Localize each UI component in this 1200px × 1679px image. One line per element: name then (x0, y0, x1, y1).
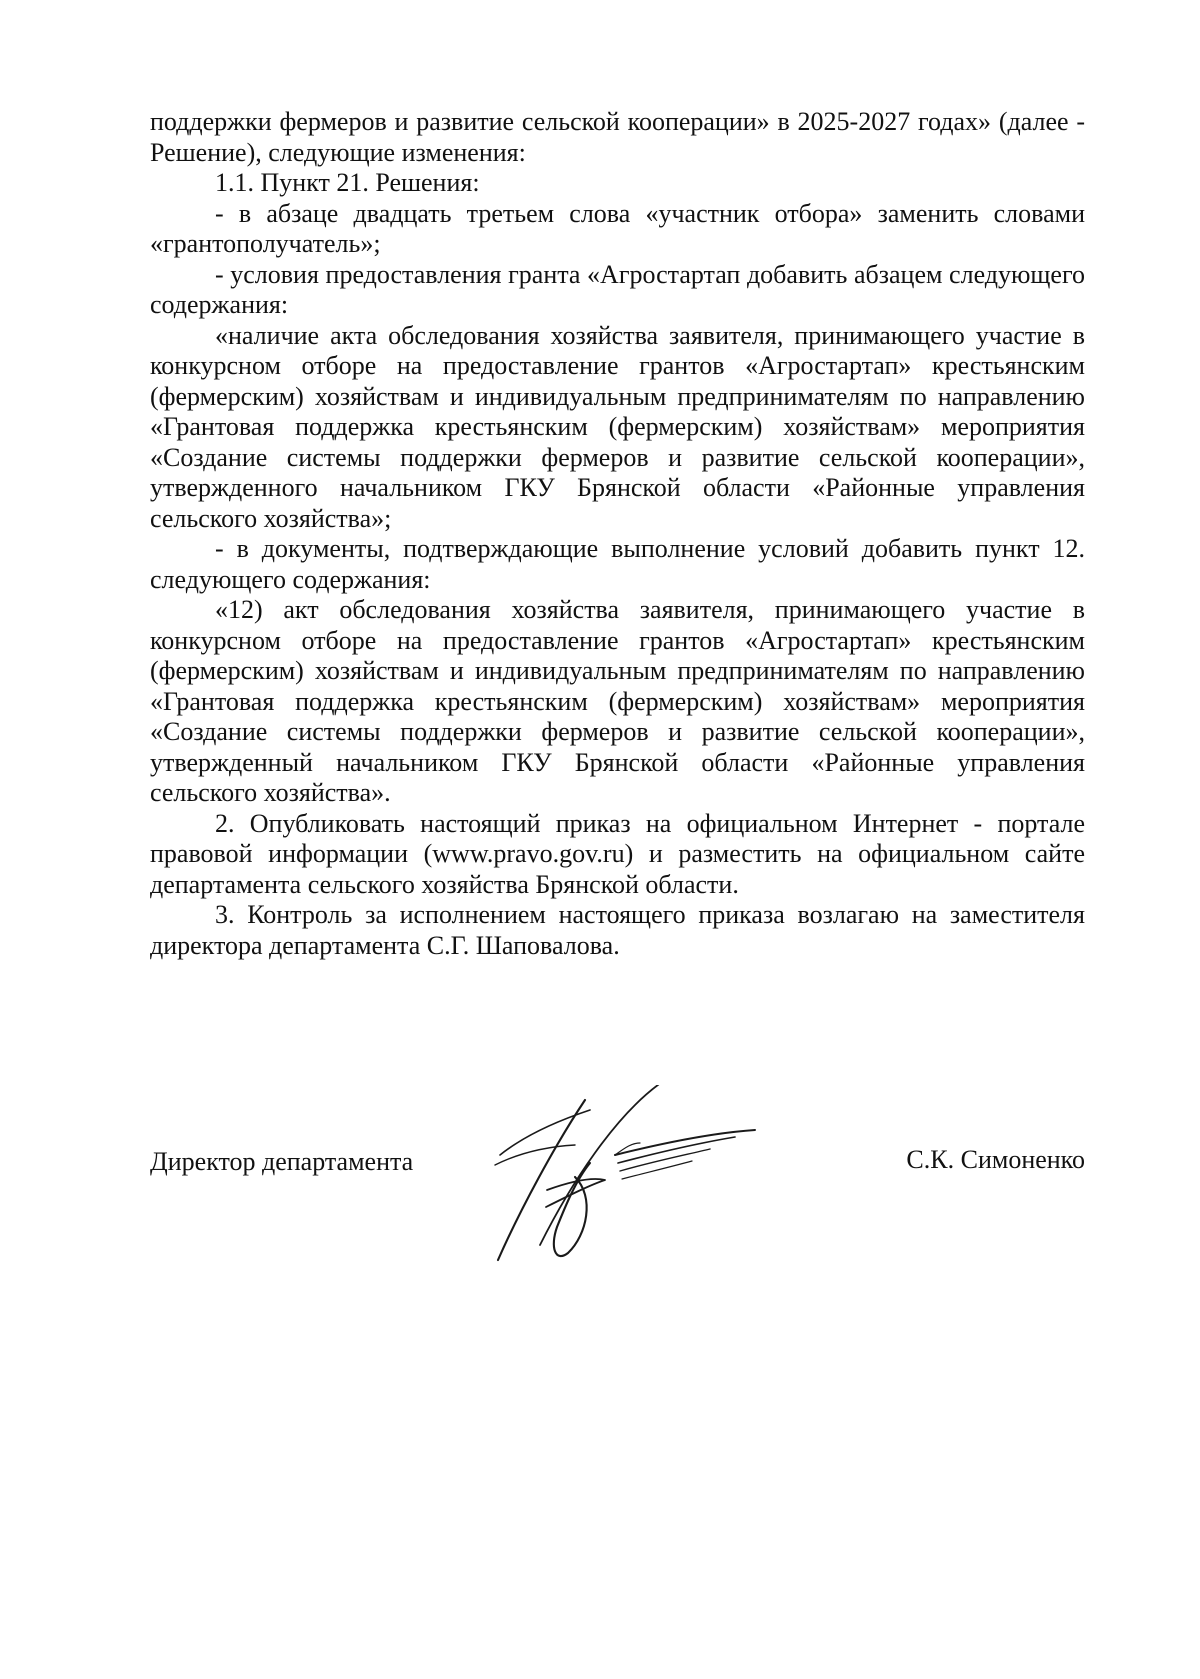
signatory-title: Директор департамента (150, 1147, 414, 1176)
paragraph-intro-continuation: поддержки фермеров и развитие сельской кооперации» в 2025-2027 годах» (далее - Решение), следующие изменения: (150, 107, 1085, 167)
signature-block (150, 1085, 1085, 1285)
paragraph-grant-conditions: - условия предоставления гранта «Агростартап добавить абзацем следующего содержания: (150, 259, 1085, 319)
paragraph-control: 3. Контроль за исполнением настоящего приказа возлагаю на заместителя директора департамента С.Г. Шаповалова. (150, 900, 1085, 960)
paragraph-documents-item-12: - в документы, подтверждающие выполнение условий добавить пункт 12. следующего содержания: (150, 534, 1085, 594)
document-body (150, 107, 1085, 961)
signatory-name: С.К. Симоненко (906, 1145, 1085, 1174)
paragraph-publication: 2. Опубликовать настоящий приказ на официальном Интернет - портале правовой информации (www.pravo.gov.ru) и разместить на официальном сайте департамента сельского хозяйства Брянской области. (150, 808, 1085, 899)
paragraph-amendment-23rd-abzac: - в абзаце двадцать третьем слова «участник отбора» заменить словами «грантополучатель»; (150, 198, 1085, 258)
paragraph-item-12-text: «12) акт обследования хозяйства заявителя, принимающего участие в конкурсном отборе на предоставление грантов «Агростартап» крестьянским (фермерским) хозяйствам и индивидуальным предпринимателям по направлению «Грантовая поддержка крестьянским (фермерским) хозяйствам» мероприятия «Создание системы поддержки фермеров и развитие сельской кооперации», утвержденный начальником ГКУ Брянской области «Районные управления сельского хозяйства». (150, 595, 1085, 807)
handwritten-signature-icon (480, 1085, 780, 1285)
paragraph-inspection-act-condition: «наличие акта обследования хозяйства заявителя, принимающего участие в конкурсном отборе на предоставление грантов «Агростартап» крестьянским (фермерским) хозяйствам и индивидуальным предпринимателям по направлению «Грантовая поддержка крестьянским (фермерским) хозяйствам» мероприятия «Создание системы поддержки фермеров и развитие сельской кооперации», утвержденного начальником ГКУ Брянской области «Районные управления сельского хозяйства»; (150, 320, 1085, 533)
paragraph-item-1-1: 1.1. Пункт 21. Решения: (215, 168, 480, 197)
